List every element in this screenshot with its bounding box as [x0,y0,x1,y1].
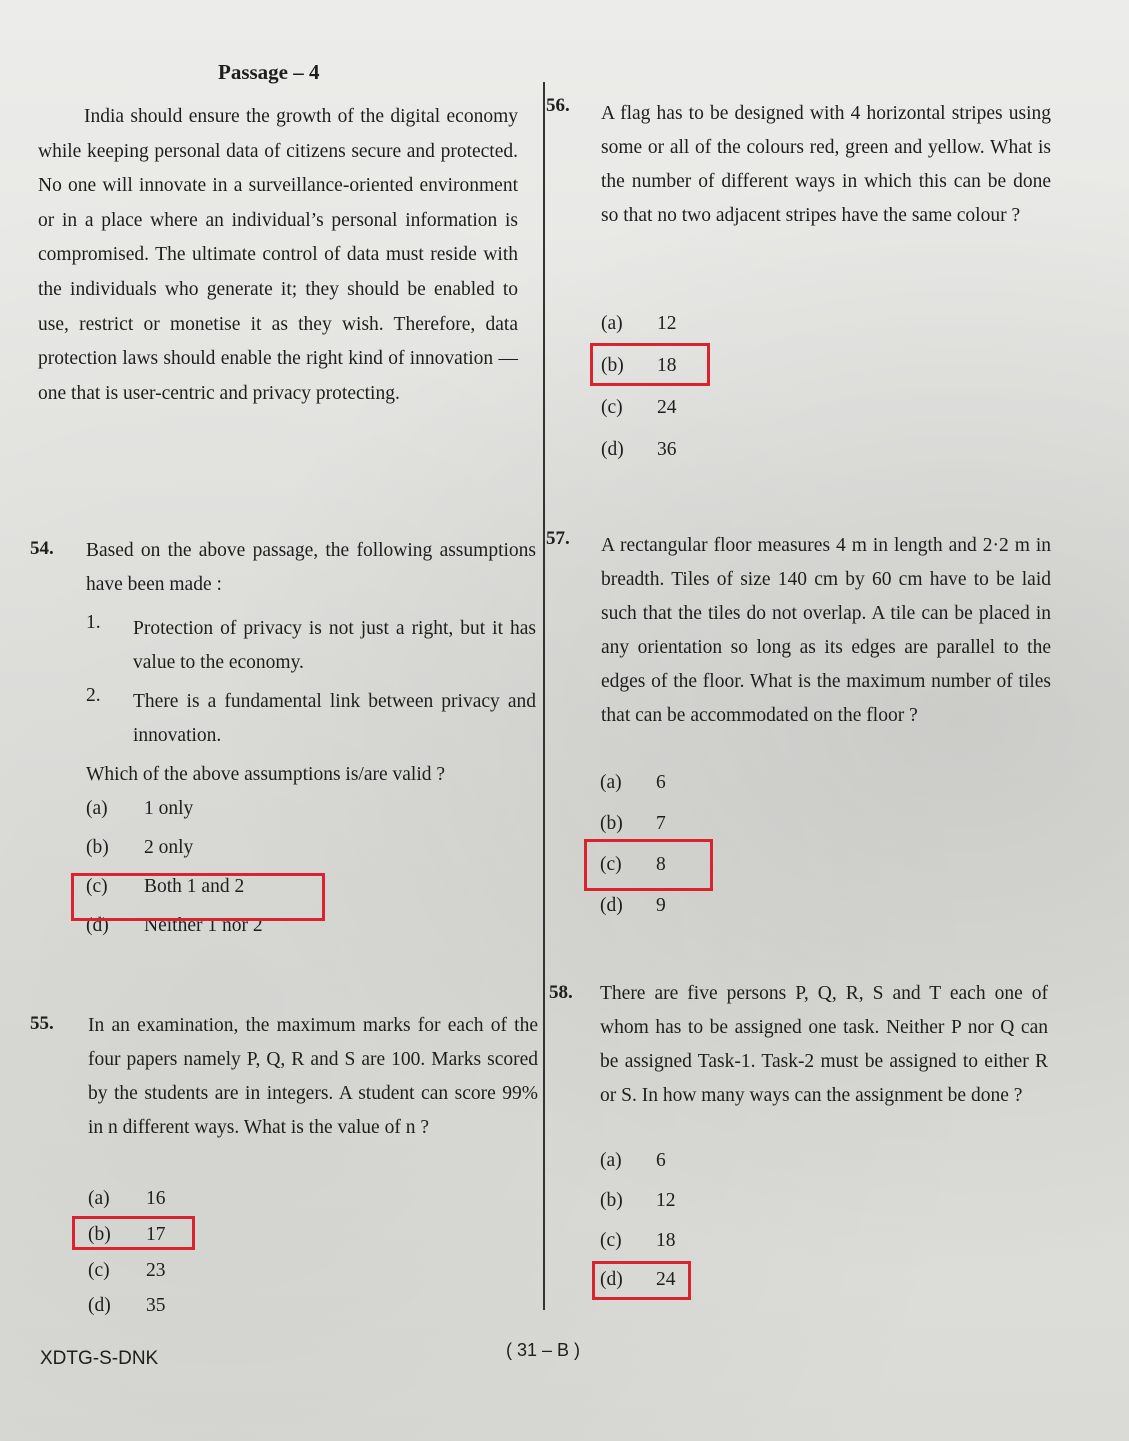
paper-code: XDTG-S-DNK [40,1348,159,1369]
question-57-option-d[interactable] [600,895,666,917]
option-label: (c) [88,1260,110,1281]
option-text: 16 [146,1188,166,1209]
option-label: (b) [88,1224,111,1245]
option-text: Both 1 and 2 [144,876,245,897]
option-text: 24 [657,397,677,418]
answer-highlight-box [592,1261,691,1300]
option-text: 24 [656,1269,676,1290]
question-54-statement-1-number: 1. [86,612,101,633]
option-text: 36 [657,439,677,460]
option-text: 6 [656,1150,666,1171]
option-label: (c) [600,854,622,875]
option-label: (d) [86,915,109,936]
answer-highlight-box [71,873,325,921]
option-label: (b) [601,355,624,376]
option-text: 18 [656,1230,676,1251]
option-label: (a) [88,1188,110,1209]
option-label: (b) [600,813,623,834]
option-text: 6 [656,772,666,793]
question-55-option-a[interactable] [88,1188,166,1210]
question-56-option-c[interactable] [601,397,677,419]
passage-text: India should ensure the growth of the digital economy while keeping personal data of citizens secure and protected. No one will innovate in a surveillance-oriented environment or in a place where an individual’s personal information is compromised. The ultimate control of data must reside with the individuals who generate it; they should be enabled to use, restrict or monetise it as they wish. Therefore, data protection laws should enable the right kind of innovation — one that is user-centric and privacy protecting. [38,106,518,404]
answer-highlight-box [72,1216,195,1250]
option-text: 7 [656,813,666,834]
option-label: (c) [86,876,108,897]
option-text: 17 [146,1224,166,1245]
option-label: (d) [88,1295,111,1316]
option-label: (d) [600,895,623,916]
passage-title: Passage – 4 [218,60,320,84]
option-text: 12 [656,1190,676,1211]
option-label: (b) [600,1190,623,1211]
question-54-number: 54. [30,538,54,559]
page-number: ( 31 – B ) [506,1340,581,1360]
question-54-text: Based on the above passage, the following assumptions have been made : [86,540,536,595]
option-text: 23 [146,1260,166,1281]
option-text: 8 [656,854,666,875]
question-55-number: 55. [30,1013,54,1034]
option-text: 9 [656,895,666,916]
column-divider [543,82,545,1310]
option-label: (c) [600,1230,622,1251]
question-56-option-d[interactable] [601,439,677,461]
question-56-option-a[interactable] [601,313,677,335]
question-58-number: 58. [549,982,573,1003]
option-label: (a) [86,798,108,819]
answer-highlight-box [584,839,713,891]
question-56-number: 56. [546,95,570,116]
option-label: (a) [600,772,622,793]
question-54-prompt: Which of the above assumptions is/are valid ? [86,764,446,785]
question-54-option-a[interactable] [86,798,193,820]
option-label: (c) [601,397,623,418]
question-57-text: A rectangular floor measures 4 m in length and 2·2 m in breadth. Tiles of size 140 cm by 60 cm have to be laid such that the tiles do not overlap. A tile can be placed in any orientation so long as its edges are parallel to the edges of the floor. What is the maximum number of tiles that can be accommodated on the floor ? [601,535,1051,726]
question-55-text: In an examination, the maximum marks for each of the four papers namely P, Q, R and S are 100. Marks scored by the students are in integers. A student can score 99% in n different ways. What is the value of n ? [88,1015,538,1138]
question-54-option-b[interactable] [86,837,193,859]
option-text: 35 [146,1295,166,1316]
option-label: (d) [600,1269,623,1290]
question-58-option-c[interactable] [600,1230,676,1252]
option-text: 2 only [144,837,194,858]
question-57-option-b[interactable] [600,813,666,835]
question-58-option-a[interactable] [600,1150,666,1172]
question-54-statement-1: Protection of privacy is not just a right, but it has value to the economy. [133,618,536,673]
question-58-option-b[interactable] [600,1190,676,1212]
question-57-number: 57. [546,528,570,549]
option-label: (a) [600,1150,622,1171]
question-55-option-d[interactable] [88,1295,166,1317]
question-58-text: There are five persons P, Q, R, S and T each one of whom has to be assigned one task. Neither P nor Q can be assigned Task-1. Task-2 must be assigned to either R or S. In how many ways can the assignment be done ? [600,983,1048,1106]
answer-highlight-box [590,343,710,386]
option-label: (a) [601,313,623,334]
option-label: (d) [601,439,624,460]
question-54-statement-2: There is a fundamental link between privacy and innovation. [133,691,536,746]
option-text: Neither 1 nor 2 [144,915,263,936]
option-label: (b) [86,837,109,858]
question-56-text: A flag has to be designed with 4 horizontal stripes using some or all of the colours red, green and yellow. What is the number of different ways in which this can be done so that no two adjacent stripes have the same colour ? [601,103,1051,226]
option-text: 1 only [144,798,194,819]
question-57-option-a[interactable] [600,772,666,794]
option-text: 12 [657,313,677,334]
question-54-statement-2-number: 2. [86,685,101,706]
question-55-option-c[interactable] [88,1260,166,1282]
option-text: 18 [657,355,677,376]
